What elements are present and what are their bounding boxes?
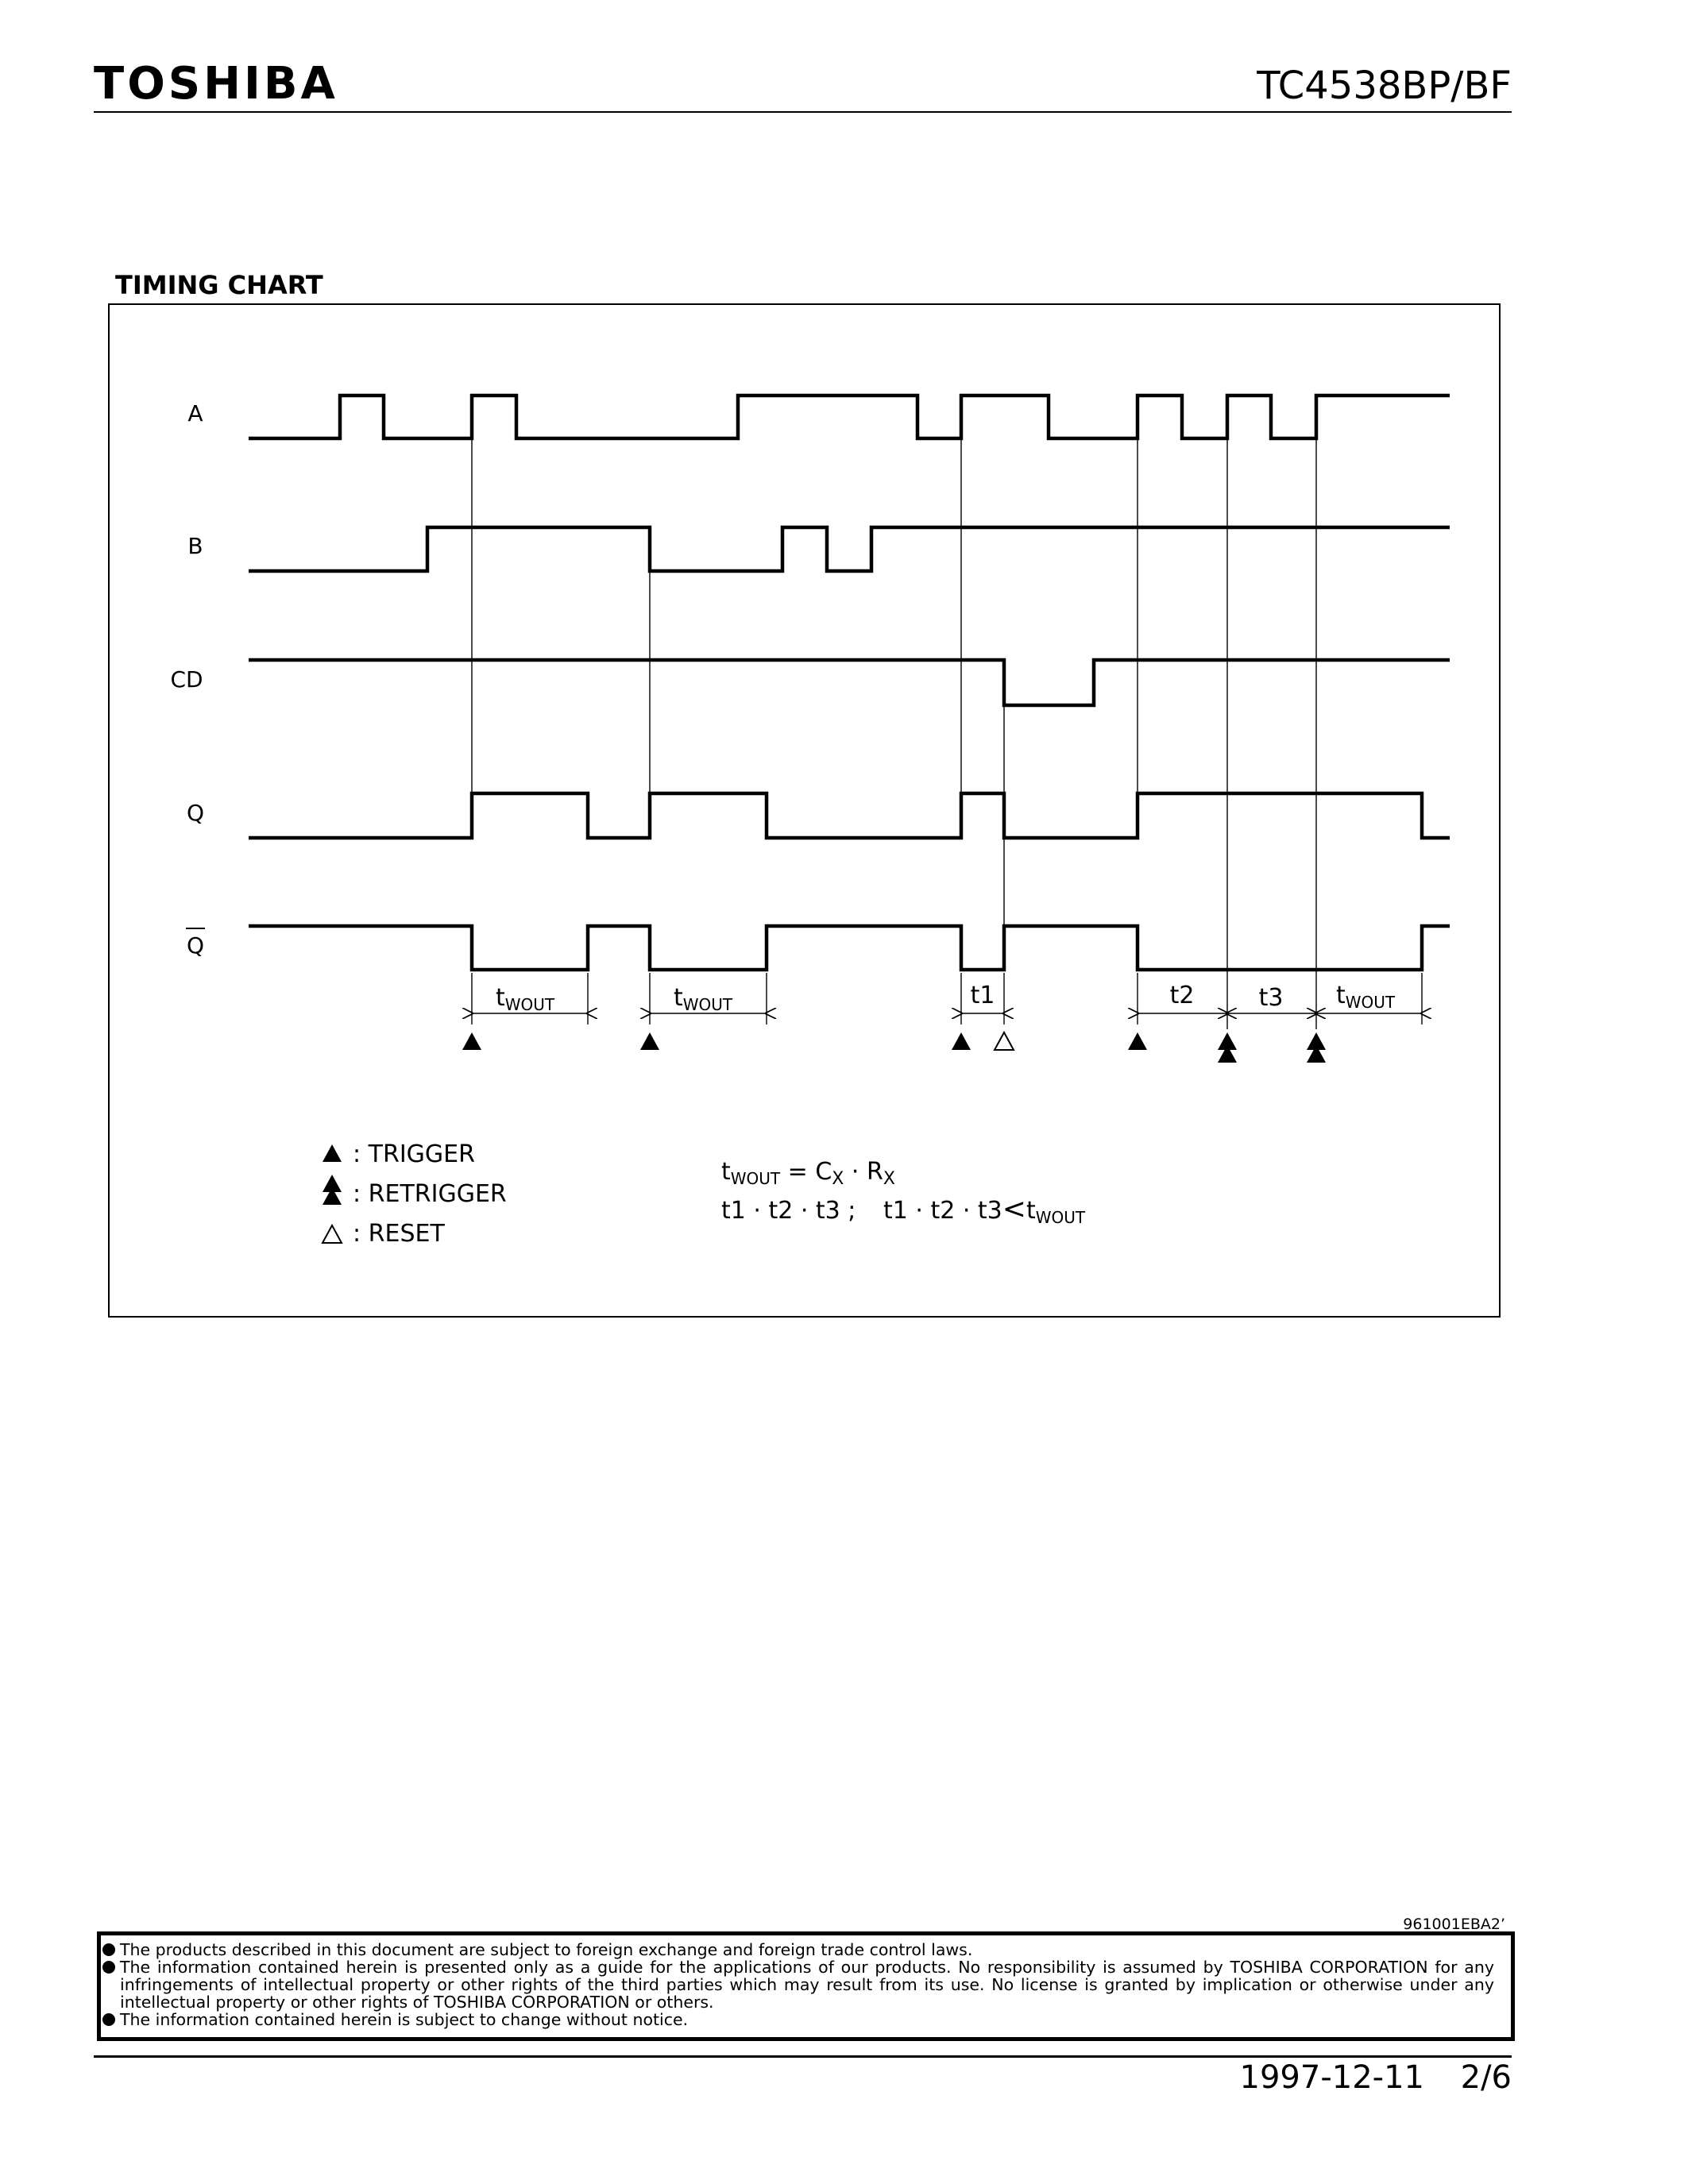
- waveform-q: [249, 793, 1450, 838]
- trigger-marker: [952, 1032, 971, 1050]
- formula-twout: $t_{WOUT} = C_X \cdot R_X$: [721, 1158, 895, 1189]
- legend-reset-symbol: [323, 1225, 342, 1243]
- formula-condition: t1 · t2 · t3 ; $t1 \cdot t2 \cdot t3<t_{WOUT}$: [721, 1193, 1086, 1227]
- retrigger-marker: [1307, 1032, 1326, 1063]
- notice-item: The products described in this document are subject to foreign exchange and foreign trade control laws.: [120, 1941, 1494, 1958]
- legend-trigger-symbol: [323, 1144, 342, 1162]
- interval-label-t3: t3: [1258, 984, 1284, 1012]
- bullet-icon: [102, 1961, 115, 1974]
- reset-marker: [995, 1032, 1014, 1050]
- trigger-marker: [640, 1032, 659, 1050]
- interval-label-t1: t1: [970, 982, 995, 1009]
- bullet-icon: [102, 1943, 115, 1956]
- waveform-b: [249, 527, 1450, 571]
- trigger-marker: [462, 1032, 481, 1050]
- notice-box: [97, 1931, 1515, 2041]
- signal-label-b: B: [187, 533, 203, 559]
- trigger-marker: [1128, 1032, 1147, 1050]
- interval-label-twout-3: $t_{WOUT}$: [1336, 982, 1396, 1012]
- footer-page-number: 2/6: [1460, 2059, 1512, 2096]
- legend-retrigger-symbol: [323, 1175, 342, 1205]
- brand-logo: TOSHIBA: [94, 58, 338, 110]
- signal-label-cd: CD: [170, 666, 203, 693]
- notice-item: The information contained herein is presented only as a guide for the applications of our products. No responsibility is assumed by TOSHIBA CORPORATION for any infringements of intellectual property or other rights of the third parties which may result from its use. No license is granted by implication or otherwise under any intellectual property or other rights of TOSHIBA CORPORATION or others.: [120, 1958, 1494, 2011]
- signal-label-qbar: Q: [186, 932, 205, 959]
- waveform-cd: [249, 660, 1450, 705]
- section-title: TIMING CHART: [115, 270, 323, 300]
- signal-label-a: A: [187, 400, 203, 426]
- notice-item: The information contained herein is subject to change without notice.: [120, 2011, 1494, 2028]
- legend-trigger-text: : TRIGGER: [353, 1140, 475, 1168]
- retrigger-marker: [1218, 1032, 1237, 1063]
- signal-label-q: Q: [186, 800, 205, 826]
- waveform-qbar: [249, 926, 1450, 970]
- interval-label-t2: t2: [1169, 982, 1195, 1009]
- footer-rule: [94, 2055, 1512, 2058]
- footer-date: 1997-12-11: [1239, 2059, 1424, 2096]
- interval-label-twout-1: $t_{WOUT}$: [496, 984, 555, 1014]
- waveform-a: [249, 396, 1450, 438]
- part-number: TC4538BP/BF: [1257, 64, 1512, 108]
- legend-reset-text: : RESET: [353, 1220, 445, 1248]
- legend-retrigger-text: : RETRIGGER: [353, 1180, 507, 1208]
- document-code: 961001EBA2’: [1403, 1916, 1505, 1933]
- bullet-icon: [102, 2013, 115, 2026]
- interval-label-twout-2: $t_{WOUT}$: [674, 984, 733, 1014]
